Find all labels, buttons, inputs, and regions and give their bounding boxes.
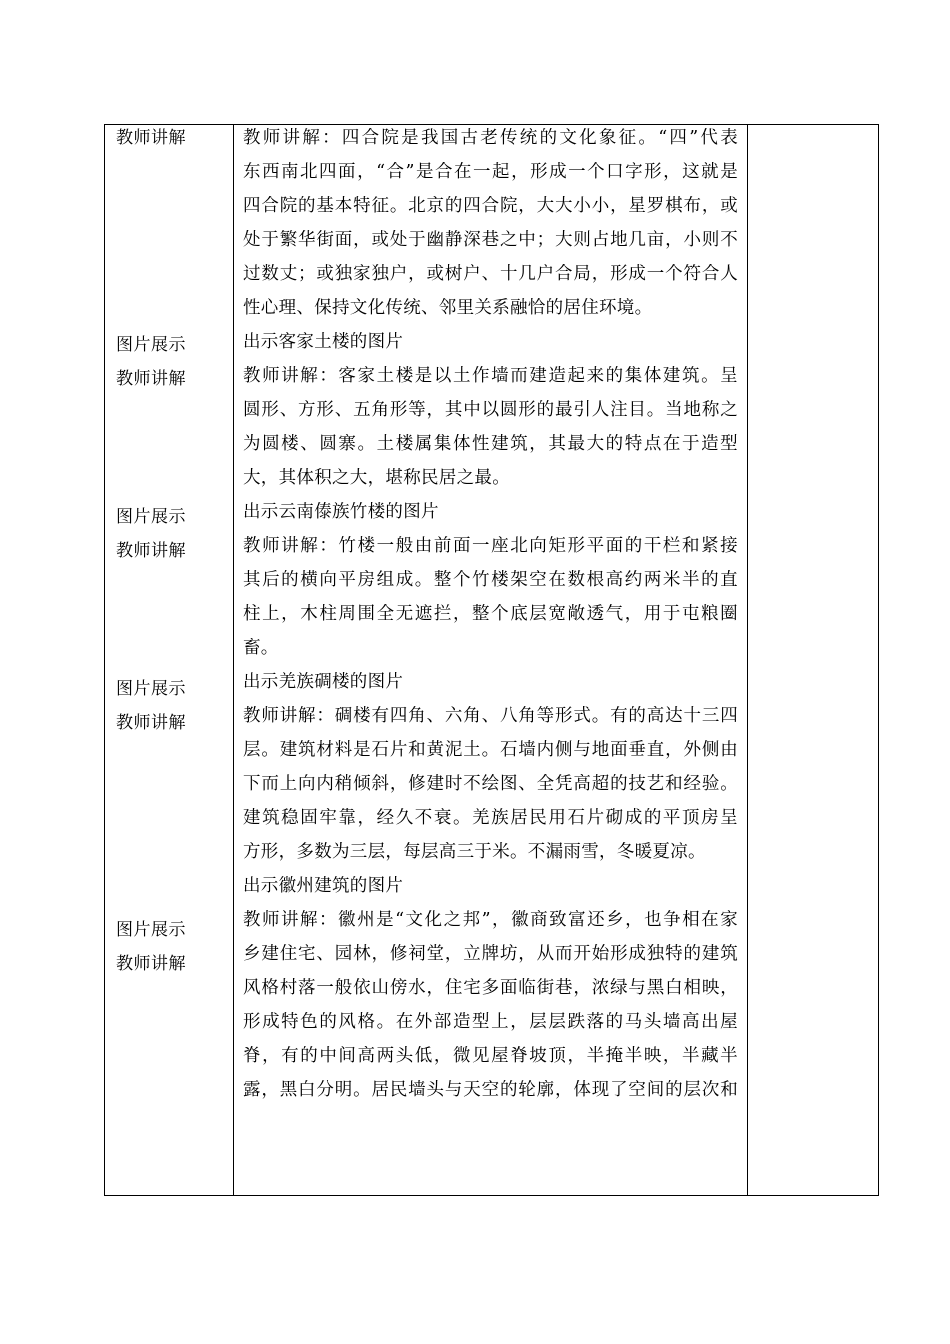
content-line: 教师讲解：徽州是“文化之邦”，徽商致富还乡，也争相在家 xyxy=(243,910,738,930)
content-line: 风格村落一般依山傍水，住宅多面临街巷，浓绿与黑白相映， xyxy=(243,978,738,998)
step-label: 教师讲解 xyxy=(116,369,186,389)
content-line: 下而上向内稍倾斜，修建时不绘图、全凭高超的技艺和经验。 xyxy=(243,774,738,794)
content-line: 教师讲解：四合院是我国古老传统的文化象征。“四”代表 xyxy=(243,128,738,148)
content-line: 出示云南傣族竹楼的图片 xyxy=(243,502,439,522)
step-label: 图片展示 xyxy=(116,335,186,355)
content-line: 出示徽州建筑的图片 xyxy=(243,876,404,896)
step-label: 图片展示 xyxy=(116,920,186,940)
step-label: 图片展示 xyxy=(116,507,186,527)
content-line: 柱上，木柱周围全无遮拦，整个底层宽敞透气，用于屯粮圈 xyxy=(243,604,738,624)
step-label: 教师讲解 xyxy=(116,713,186,733)
content-line: 方形，多数为三层，每层高三于米。不漏雨雪，冬暖夏凉。 xyxy=(243,842,706,862)
content-line: 建筑稳固牢靠，经久不衰。羌族居民用石片砌成的平顶房呈 xyxy=(243,808,738,828)
content-line: 为圆楼、圆寨。土楼属集体性建筑，其最大的特点在于造型 xyxy=(243,434,738,454)
content-line: 乡建住宅、园林，修祠堂，立牌坊，从而开始形成独特的建筑 xyxy=(243,944,738,964)
content-line: 层。建筑材料是石片和黄泥土。石墙内侧与地面垂直，外侧由 xyxy=(243,740,738,760)
column-divider-right xyxy=(747,125,748,1195)
content-line: 性心理、保持文化传统、邻里关系融恰的居住环境。 xyxy=(243,298,653,318)
content-line: 出示客家土楼的图片 xyxy=(243,332,404,352)
content-line: 脊，有的中间高两头低，微见屋脊坡顶，半掩半映，半藏半 xyxy=(243,1046,738,1066)
column-divider-left xyxy=(233,125,234,1195)
content-line: 其后的横向平房组成。整个竹楼架空在数根高约两米半的直 xyxy=(243,570,738,590)
content-line: 圆形、方形、五角形等，其中以圆形的最引人注目。当地称之 xyxy=(243,400,738,420)
step-label: 教师讲解 xyxy=(116,128,186,148)
content-line: 东西南北四面，“合”是合在一起，形成一个口字形，这就是 xyxy=(243,162,738,182)
content-line: 露，黑白分明。居民墙头与天空的轮廓，体现了空间的层次和 xyxy=(243,1080,738,1100)
content-line: 教师讲解：碉楼有四角、六角、八角等形式。有的高达十三四 xyxy=(243,706,738,726)
content-line: 四合院的基本特征。北京的四合院，大大小小，星罗棋布，或 xyxy=(243,196,738,216)
content-line: 过数丈；或独家独户，或树户、十几户合局，形成一个符合人 xyxy=(243,264,738,284)
content-line: 教师讲解：竹楼一般由前面一座北向矩形平面的干栏和紧接 xyxy=(243,536,738,556)
content-line: 形成特色的风格。在外部造型上，层层跌落的马头墙高出屋 xyxy=(243,1012,738,1032)
content-line: 大，其体积之大，堪称民居之最。 xyxy=(243,468,510,488)
content-line: 教师讲解：客家土楼是以土作墙而建造起来的集体建筑。呈 xyxy=(243,366,738,386)
step-label: 图片展示 xyxy=(116,679,186,699)
step-label: 教师讲解 xyxy=(116,954,186,974)
content-line: 畜。 xyxy=(243,638,279,658)
step-label: 教师讲解 xyxy=(116,541,186,561)
content-line: 处于繁华街面，或处于幽静深巷之中；大则占地几亩，小则不 xyxy=(243,230,738,250)
content-line: 出示羌族碉楼的图片 xyxy=(243,672,404,692)
lesson-content xyxy=(243,128,738,1114)
